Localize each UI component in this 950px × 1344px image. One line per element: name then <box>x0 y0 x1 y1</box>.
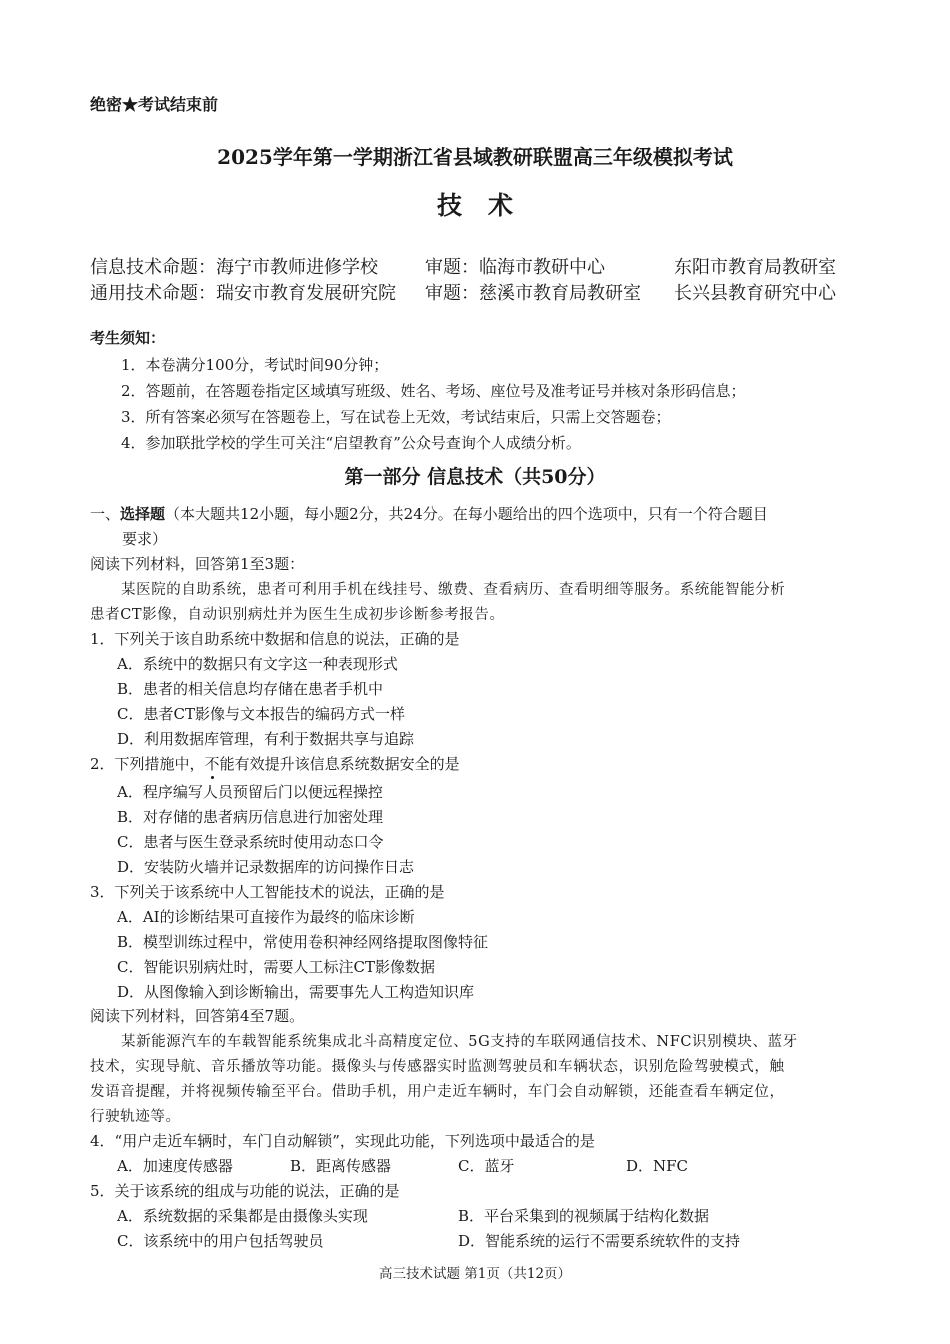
question-1-option-b: B．患者的相关信息均存储在患者手机中 <box>117 680 384 698</box>
question-2-option-c: C．患者与医生登录系统时使用动态口令 <box>117 833 384 851</box>
question-1-option-a: A．系统中的数据只有文字这一种表现形式 <box>117 655 398 673</box>
question-4-option-a: A．加速度传感器 <box>117 1157 233 1175</box>
info-tech-reviewer-2: 东阳市教育局教研室 <box>674 257 836 278</box>
part-one-heading: 第一部分 信息技术（共50分） <box>344 466 606 488</box>
section-heading <box>90 503 768 524</box>
material-text: 患者CT影像，自动识别病灶并为医生生成初步诊断参考报告。 <box>90 607 505 623</box>
general-tech-reviewer: 审题：慈溪市教育局教研室 <box>425 283 641 304</box>
notice-item: 4．参加联批学校的学生可关注“启望教育”公众号查询个人成绩分析。 <box>121 434 581 452</box>
question-4-option-c: C．蓝牙 <box>458 1157 515 1175</box>
question-3-option-d: D．从图像输入到诊断输出，需要事先人工构造知识库 <box>117 983 475 1001</box>
confidential-label: 绝密★考试结束前 <box>90 95 219 114</box>
question-3-stem: 3．下列关于该系统中人工智能技术的说法，正确的是 <box>90 883 445 901</box>
question-5-option-a: A．系统数据的采集都是由摄像头实现 <box>117 1207 368 1225</box>
notice-item: 1．本卷满分100分，考试时间90分钟； <box>121 356 389 374</box>
question-5-option-b: B．平台采集到的视频属于结构化数据 <box>458 1207 710 1225</box>
question-2-option-a: A．程序编写人员预留后门以便远程操控 <box>117 783 383 801</box>
material-text: 行驶轨迹等。 <box>90 1109 181 1125</box>
question-5-stem: 5．关于该系统的组成与功能的说法，正确的是 <box>90 1182 400 1200</box>
question-5-option-d: D．智能系统的运行不需要系统软件的支持 <box>458 1232 741 1250</box>
question-2-stem-part: 能有效提升该信息系统数据安全的是 <box>219 755 460 773</box>
question-4-stem: 4．“用户走近车辆时，车门自动解锁”，实现此功能，下列选项中最适合的是 <box>90 1132 595 1150</box>
question-3-option-b: B．模型训练过程中，常使用卷积神经网络提取图像特征 <box>117 933 489 951</box>
question-2-stem-part: 2．下列措施中， <box>90 755 205 773</box>
material-intro: 阅读下列材料，回答第4至7题。 <box>90 1007 305 1025</box>
section-instruction: （本大题共12小题，每小题2分，共24分。在每小题给出的四个选项中，只有一个符合题目 <box>165 505 768 523</box>
subject-title: 技术 <box>436 191 539 220</box>
question-4-option-d: D．NFC <box>626 1157 689 1175</box>
question-2-option-b: B．对存储的患者病历信息进行加密处理 <box>117 808 384 826</box>
question-4-option-b: B．距离传感器 <box>290 1157 392 1175</box>
material-text: 某新能源汽车的车载智能系统集成北斗高精度定位、5G支持的车联网通信技术、NFC识别模块、蓝牙 <box>121 1034 798 1050</box>
exam-title: 2025学年第一学期浙江省县域教研联盟高三年级模拟考试 <box>217 145 733 169</box>
notice-heading: 考生须知： <box>90 329 166 347</box>
question-1-stem: 1．下列关于该自助系统中数据和信息的说法，正确的是 <box>90 630 460 648</box>
section-title: 选择题 <box>120 505 166 523</box>
page-footer: 高三技术试题 第1页（共12页） <box>378 1266 572 1282</box>
general-tech-reviewer-2: 长兴县教育研究中心 <box>674 283 836 304</box>
notice-item: 2．答题前，在答题卷指定区域填写班级、姓名、考场、座位号及准考证号并核对条形码信息； <box>121 382 746 400</box>
question-2-stem <box>90 753 460 774</box>
info-tech-reviewer: 审题：临海市教研中心 <box>425 257 605 278</box>
question-1-option-c: C．患者CT影像与文本报告的编码方式一样 <box>117 705 405 723</box>
question-1-option-d: D．利用数据库管理，有利于数据共享与追踪 <box>117 730 415 748</box>
emphasis-mark: 不 <box>204 755 220 773</box>
material-text: 发语音提醒，并将视频传输至平台。借助手机，用户走近车辆时，车门会自动解锁，还能查看车辆定位， <box>90 1084 785 1100</box>
question-5-option-c: C．该系统中的用户包括驾驶员 <box>117 1232 324 1250</box>
question-3-option-a: A．AI的诊断结果可直接作为最终的临床诊断 <box>117 908 415 926</box>
material-text: 技术，实现导航、音乐播放等功能。摄像头与传感器实时监测驾驶员和车辆状态，识别危险驾驶模式，触 <box>90 1059 785 1075</box>
question-3-option-c: C．智能识别病灶时，需要人工标注CT影像数据 <box>117 958 435 976</box>
section-instruction-cont: 要求） <box>122 530 168 548</box>
info-tech-author: 信息技术命题：海宁市教师进修学校 <box>90 257 378 278</box>
notice-item: 3．所有答案必须写在答题卷上，写在试卷上无效，考试结束后，只需上交答题卷； <box>121 408 671 426</box>
material-text: 某医院的自助系统，患者可利用手机在线挂号、缴费、查看病历、查看明细等服务。系统能智能分析 <box>121 582 786 598</box>
material-intro: 阅读下列材料，回答第1至3题： <box>90 555 305 573</box>
general-tech-author: 通用技术命题：瑞安市教育发展研究院 <box>90 283 396 304</box>
question-2-option-d: D．安装防火墙并记录数据库的访问操作日志 <box>117 858 415 876</box>
section-number: 一、 <box>90 505 121 523</box>
